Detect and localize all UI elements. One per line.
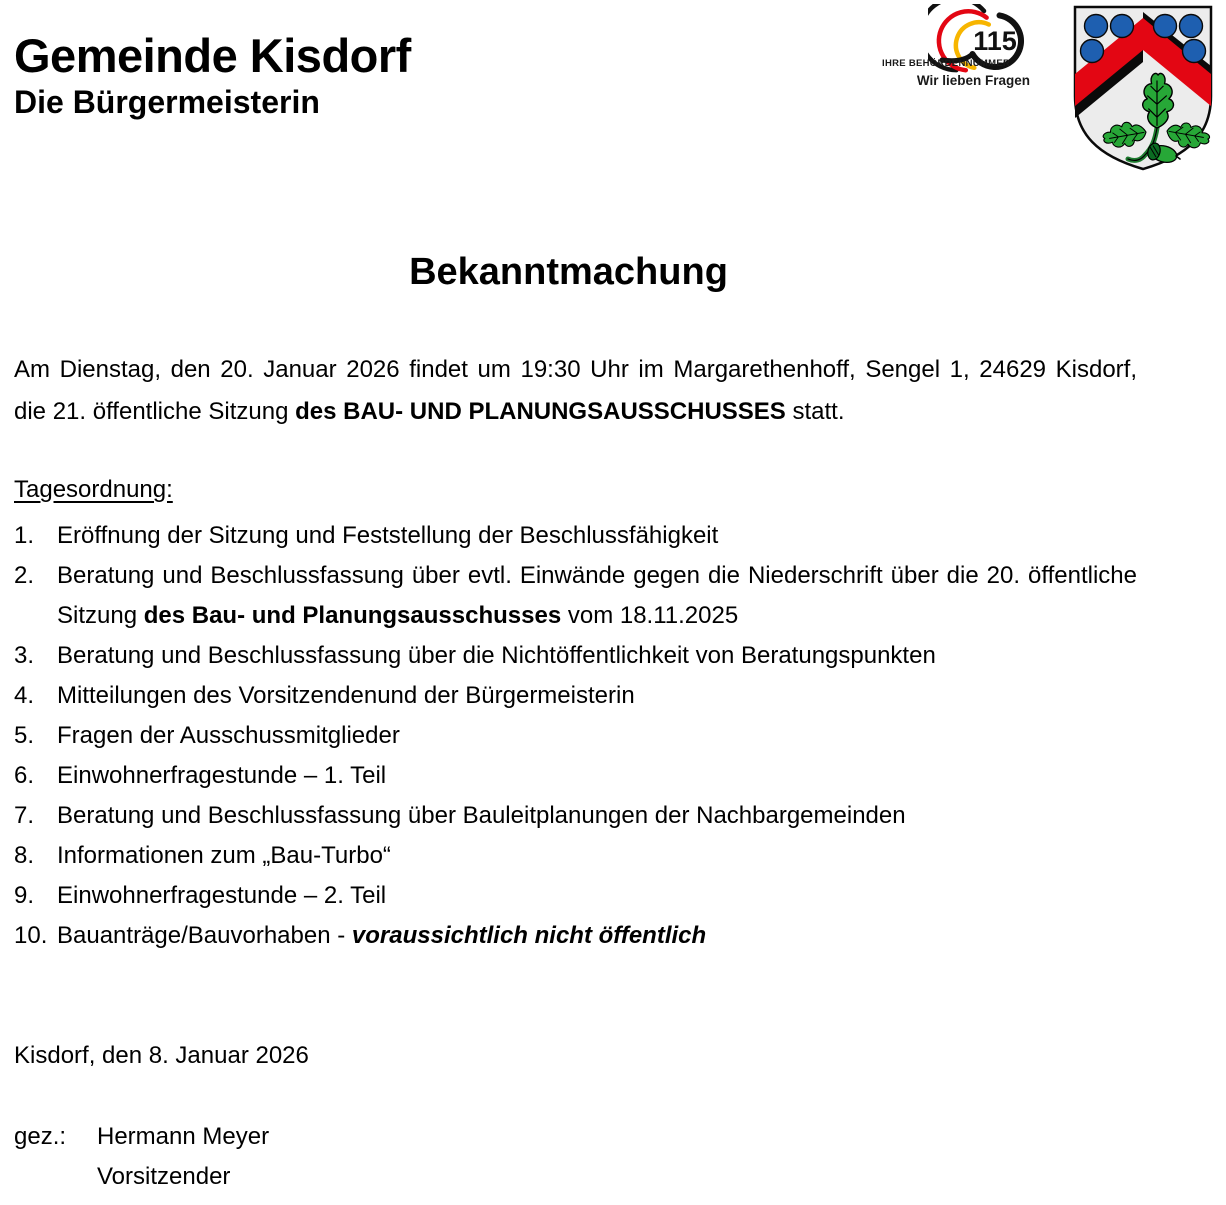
text-segment: Eröffnung der Sitzung und Feststellung der Beschlussfähigkeit: [57, 522, 719, 549]
signer-name: Hermann Meyer: [97, 1123, 270, 1150]
text-line: [57, 676, 1137, 716]
agenda-item-text: [57, 796, 1137, 836]
text-line: [57, 916, 1137, 956]
agenda-item: [14, 556, 1137, 636]
text-line: [14, 349, 1137, 391]
agenda-item-number: 9.: [14, 882, 35, 909]
intro-paragraph: [14, 349, 1137, 433]
agenda-item: [14, 796, 1137, 836]
text-line: [14, 391, 1137, 433]
text-segment: die 21. öffentliche Sitzung: [14, 398, 296, 425]
text-segment: Sitzung: [57, 602, 144, 629]
org-role: Die Bürgermeisterin: [14, 83, 320, 120]
agenda-item-number: 10.: [14, 922, 48, 949]
text-segment: voraussichtlich nicht öffentlich: [351, 922, 707, 949]
agenda-item-number: 1.: [14, 522, 35, 549]
signature-row: [14, 1117, 269, 1157]
agenda-item-text: [57, 636, 1137, 676]
text-segment: vom 18.11.2025: [561, 602, 739, 629]
agenda-item-text: [57, 836, 1137, 876]
signature-row: [14, 1157, 269, 1197]
agenda-item-number: 7.: [14, 802, 35, 829]
text-segment: Fragen der Ausschussmitglieder: [57, 722, 400, 749]
hotline-number: 115: [973, 26, 1017, 56]
agenda-item-text: [57, 916, 1137, 956]
text-segment: Bauanträge/Bauvorhaben -: [57, 922, 352, 949]
signed-label: gez.:: [14, 1123, 67, 1150]
text-segment: statt.: [785, 398, 845, 425]
agenda-item-number: 5.: [14, 722, 35, 749]
signed-label-spacer: [14, 1157, 97, 1197]
hotline-caption-1: IHRE BEHÖRDENNUMMER: [882, 58, 1011, 69]
agenda-item-text: [57, 876, 1137, 916]
agenda-item: [14, 636, 1137, 676]
letterhead: [14, 30, 411, 120]
text-line: [57, 596, 1137, 636]
text-segment: des BAU- UND PLANUNGSAUSSCHUSSES: [295, 398, 786, 425]
text-segment: Am Dienstag, den 20. Januar 2026 findet um 19:30 Uhr im Margarethenhoff, Sengel 1, 24629 Kisdorf,: [14, 356, 1137, 383]
text-segment: Mitteilungen des Vorsitzendenund der Bürgermeisterin: [57, 682, 635, 709]
text-segment: Informationen zum „Bau-Turbo“: [57, 842, 391, 869]
coat-of-arms-icon: [1072, 4, 1214, 172]
agenda-item: [14, 716, 1137, 756]
agenda-list: [14, 516, 1137, 956]
signer-role: Vorsitzender: [97, 1163, 231, 1190]
agenda-item-text: [57, 716, 1137, 756]
agenda-item-text: [57, 516, 1137, 556]
text-line: [57, 836, 1137, 876]
agenda-item-text: [57, 676, 1137, 716]
agenda-item-number: 6.: [14, 762, 35, 789]
hotline-caption-2: Wir lieben Fragen: [916, 73, 1030, 88]
text-line: [57, 716, 1137, 756]
text-segment: Beratung und Beschlussfassung über Bauleitplanungen der Nachbargemeinden: [57, 802, 906, 829]
signature-block: [14, 1117, 269, 1197]
text-segment: Einwohnerfragestunde – 1. Teil: [57, 762, 387, 789]
text-line: [57, 756, 1137, 796]
agenda-item: [14, 876, 1137, 916]
hotline-115-icon: [928, 4, 1038, 82]
text-line: [57, 556, 1137, 596]
text-segment: Beratung und Beschlussfassung über evtl. Einwände gegen die Niederschrift über die 20. öffentliche: [57, 562, 1137, 589]
agenda-item-text: [57, 556, 1137, 636]
text-line: [57, 516, 1137, 556]
text-segment: Beratung und Beschlussfassung über die Nichtöffentlichkeit von Beratungspunkten: [57, 642, 936, 669]
text-line: [57, 636, 1137, 676]
agenda-item-number: 4.: [14, 682, 35, 709]
org-name: Gemeinde Kisdorf: [14, 29, 411, 82]
agenda-item-text: [57, 756, 1137, 796]
hotline-115-logo: [878, 2, 1038, 97]
text-segment: Einwohnerfragestunde – 2. Teil: [57, 882, 387, 909]
place-date: Kisdorf, den 8. Januar 2026: [14, 1042, 309, 1069]
agenda-item-number: 3.: [14, 642, 35, 669]
text-line: [57, 796, 1137, 836]
text-segment: des Bau- und Planungsausschusses: [143, 602, 562, 629]
agenda-heading: Tagesordnung:: [14, 476, 173, 503]
agenda-item: [14, 516, 1137, 556]
agenda-item: [14, 756, 1137, 796]
agenda-item: [14, 836, 1137, 876]
text-line: [57, 876, 1137, 916]
page-title: Bekanntmachung: [409, 251, 728, 293]
agenda-item: [14, 676, 1137, 716]
agenda-item: [14, 916, 1137, 956]
agenda-item-number: 2.: [14, 562, 35, 589]
agenda-item-number: 8.: [14, 842, 35, 869]
